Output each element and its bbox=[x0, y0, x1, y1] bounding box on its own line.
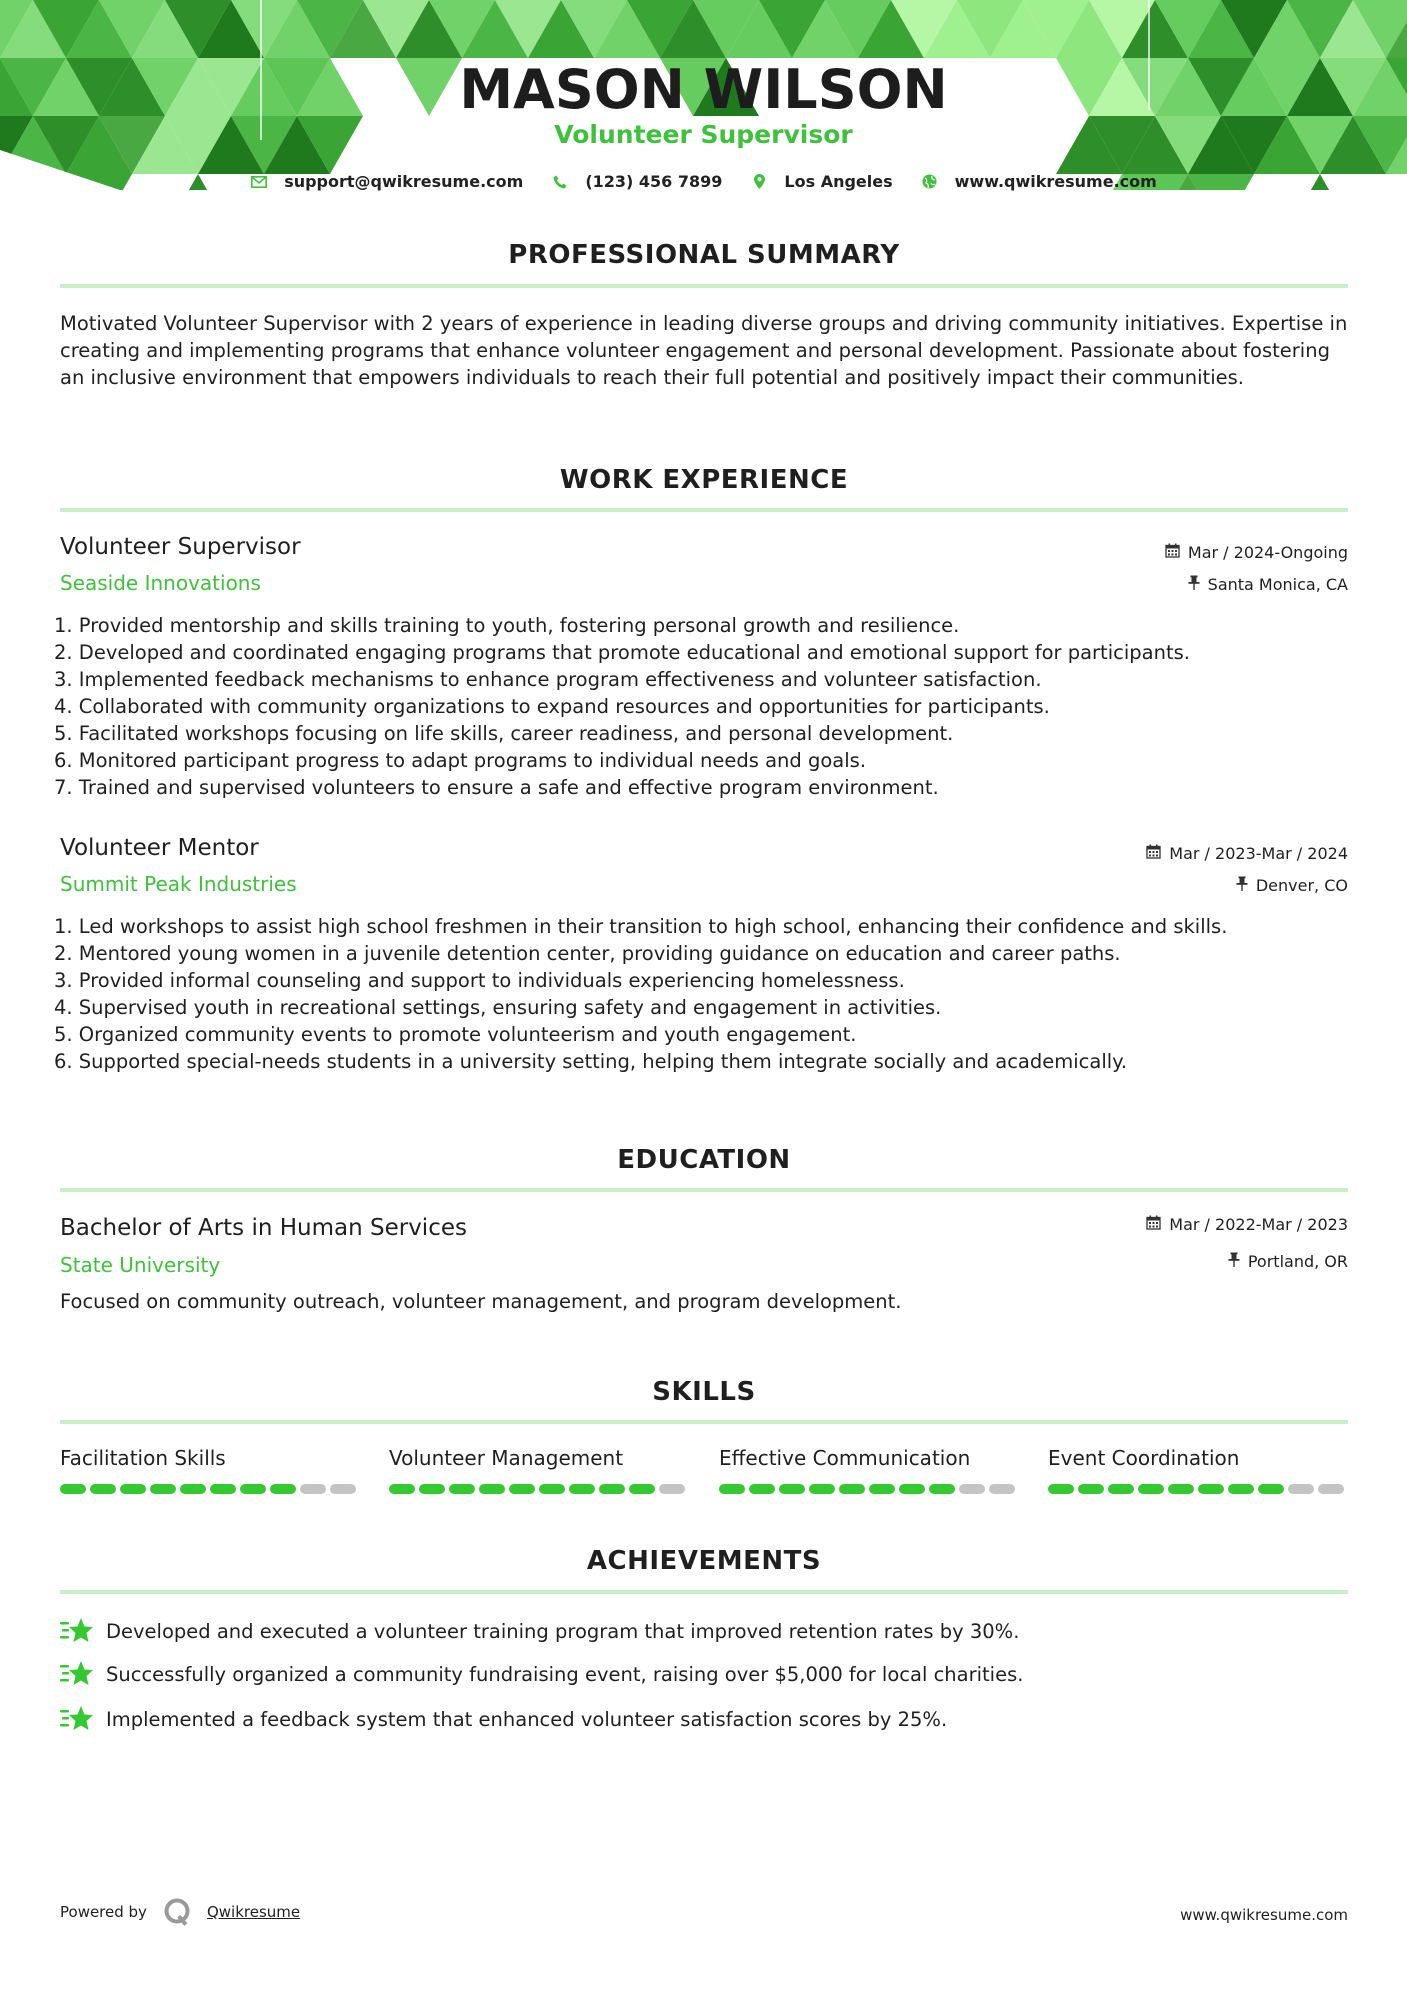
skill-dot-filled bbox=[270, 1484, 296, 1494]
contact-email[interactable] bbox=[250, 172, 523, 191]
job-dates-text: Mar / 2023-Mar / 2024 bbox=[1169, 844, 1348, 863]
skill-label: Effective Communication bbox=[719, 1446, 971, 1470]
job-title: Volunteer Mentor bbox=[60, 835, 259, 861]
pushpin-icon bbox=[1228, 1252, 1240, 1271]
contact-location-text: Los Angeles bbox=[784, 172, 893, 191]
skill-dot-filled bbox=[120, 1484, 146, 1494]
skill-dot-empty bbox=[959, 1484, 985, 1494]
calendar-icon bbox=[1146, 844, 1161, 863]
skill-dot-filled bbox=[479, 1484, 505, 1494]
calendar-icon bbox=[1165, 543, 1180, 562]
footer-website[interactable]: www.qwikresume.com bbox=[1180, 1906, 1348, 1924]
skill-dot-empty bbox=[989, 1484, 1015, 1494]
skills-heading: SKILLS bbox=[652, 1377, 756, 1407]
skill-dot-filled bbox=[839, 1484, 865, 1494]
skill-dot-filled bbox=[1168, 1484, 1194, 1494]
contact-website[interactable] bbox=[921, 172, 1157, 191]
job-bullet: 6. Monitored participant progress to adapt programs to individual needs and goals. bbox=[54, 749, 867, 772]
achievement-item bbox=[60, 1659, 1023, 1689]
skill-dot-filled bbox=[899, 1484, 925, 1494]
job-company: Summit Peak Industries bbox=[60, 872, 297, 896]
skill-dot-filled bbox=[779, 1484, 805, 1494]
contact-phone[interactable] bbox=[551, 172, 722, 191]
skill-dot-empty bbox=[1318, 1484, 1344, 1494]
skill-dot-filled bbox=[719, 1484, 745, 1494]
envelope-icon bbox=[250, 173, 268, 191]
job-bullet: 6. Supported special-needs students in a university setting, helping them integrate socially and academically. bbox=[54, 1050, 1128, 1073]
experience-divider bbox=[60, 508, 1348, 512]
job-bullet: 5. Facilitated workshops focusing on life skills, career readiness, and personal development. bbox=[54, 722, 954, 745]
job-bullet: 1. Led workshops to assist high school freshmen in their transition to high school, enhancing their confidence and skills. bbox=[54, 915, 1228, 938]
summary-divider bbox=[60, 284, 1348, 288]
skill-dot-filled bbox=[749, 1484, 775, 1494]
job-bullet: 1. Provided mentorship and skills training to youth, fostering personal growth and resilience. bbox=[54, 614, 960, 637]
candidate-role: Volunteer Supervisor bbox=[554, 120, 853, 149]
skill-dot-filled bbox=[389, 1484, 415, 1494]
map-pin-icon bbox=[750, 173, 768, 191]
job-bullet: 2. Developed and coordinated engaging programs that promote educational and emotional support for participants. bbox=[54, 641, 1190, 664]
job-bullet: 3. Provided informal counseling and support to individuals experiencing homelessness. bbox=[54, 969, 905, 992]
skill-dot-filled bbox=[210, 1484, 236, 1494]
job-bullet: 4. Supervised youth in recreational settings, ensuring safety and engagement in activities. bbox=[54, 996, 942, 1019]
job-dates-text: Mar / 2024-Ongoing bbox=[1187, 543, 1348, 562]
star-icon bbox=[60, 1704, 94, 1734]
skill-label: Volunteer Management bbox=[389, 1446, 624, 1470]
education-location bbox=[1228, 1252, 1348, 1271]
skill-dot-filled bbox=[1048, 1484, 1074, 1494]
education-dates bbox=[1146, 1215, 1348, 1234]
job-location bbox=[1236, 876, 1348, 895]
star-icon bbox=[60, 1659, 94, 1689]
skill-dot-filled bbox=[509, 1484, 535, 1494]
skill-dot-filled bbox=[569, 1484, 595, 1494]
pushpin-icon bbox=[1188, 575, 1200, 594]
education-heading: EDUCATION bbox=[617, 1145, 791, 1175]
skill-label: Event Coordination bbox=[1048, 1446, 1240, 1470]
powered-by-label: Powered by bbox=[60, 1903, 147, 1921]
skill-dot-filled bbox=[150, 1484, 176, 1494]
contact-email-text: support@qwikresume.com bbox=[284, 172, 524, 191]
candidate-name: MASON WILSON bbox=[459, 58, 948, 121]
job-title: Volunteer Supervisor bbox=[60, 534, 301, 560]
skill-dot-filled bbox=[1198, 1484, 1224, 1494]
contact-website-text: www.qwikresume.com bbox=[954, 172, 1157, 191]
job-dates bbox=[1165, 543, 1348, 562]
skill-dot-empty bbox=[1288, 1484, 1314, 1494]
skill-dot-filled bbox=[1108, 1484, 1134, 1494]
job-bullet: 2. Mentored young women in a juvenile detention center, providing guidance on education and career paths. bbox=[54, 942, 1121, 965]
job-location-text: Santa Monica, CA bbox=[1207, 575, 1348, 594]
skill-dot-filled bbox=[869, 1484, 895, 1494]
skill-item bbox=[389, 1446, 689, 1494]
skill-dot-filled bbox=[629, 1484, 655, 1494]
skill-dot-filled bbox=[599, 1484, 625, 1494]
job-company: Seaside Innovations bbox=[60, 571, 261, 595]
contact-bar bbox=[0, 172, 1407, 191]
skill-dot-filled bbox=[180, 1484, 206, 1494]
skill-dot-filled bbox=[1078, 1484, 1104, 1494]
job-bullet: 5. Organized community events to promote volunteerism and youth engagement. bbox=[54, 1023, 857, 1046]
skill-dot-filled bbox=[60, 1484, 86, 1494]
star-icon bbox=[60, 1616, 94, 1646]
achievement-text: Successfully organized a community fundraising event, raising over $5,000 for local charities. bbox=[106, 1662, 1024, 1686]
globe-icon bbox=[921, 173, 939, 191]
education-school: State University bbox=[60, 1253, 221, 1277]
skill-item bbox=[60, 1446, 360, 1494]
job-location bbox=[1188, 575, 1348, 594]
skill-dot-filled bbox=[929, 1484, 955, 1494]
job-bullet-list bbox=[54, 913, 1354, 1075]
skill-label: Facilitation Skills bbox=[60, 1446, 226, 1470]
job-bullet-list bbox=[54, 612, 1354, 801]
achievement-item bbox=[60, 1704, 947, 1734]
skill-dot-filled bbox=[449, 1484, 475, 1494]
skill-dot-filled bbox=[809, 1484, 835, 1494]
skills-divider bbox=[60, 1420, 1348, 1424]
skill-item bbox=[719, 1446, 1019, 1494]
education-degree: Bachelor of Arts in Human Services bbox=[60, 1215, 467, 1241]
calendar-icon bbox=[1146, 1215, 1161, 1234]
skill-rating bbox=[389, 1484, 689, 1494]
qwikresume-logo-icon bbox=[163, 1897, 193, 1927]
job-bullet: 3. Implemented feedback mechanisms to enhance program effectiveness and volunteer satisfaction. bbox=[54, 668, 1042, 691]
contact-location bbox=[750, 172, 892, 191]
contact-phone-text: (123) 456 7899 bbox=[585, 172, 723, 191]
achievement-text: Implemented a feedback system that enhanced volunteer satisfaction scores by 25%. bbox=[106, 1707, 948, 1731]
skill-dot-filled bbox=[240, 1484, 266, 1494]
achievements-divider bbox=[60, 1590, 1348, 1594]
skill-dot-empty bbox=[300, 1484, 326, 1494]
achievements-heading: ACHIEVEMENTS bbox=[586, 1546, 822, 1576]
skill-dot-empty bbox=[330, 1484, 356, 1494]
pushpin-icon bbox=[1236, 876, 1248, 895]
footer-powered-by bbox=[60, 1897, 300, 1927]
skill-dot-empty bbox=[659, 1484, 685, 1494]
skill-dot-filled bbox=[1258, 1484, 1284, 1494]
skill-dot-filled bbox=[1138, 1484, 1164, 1494]
job-location-text: Denver, CO bbox=[1255, 876, 1348, 895]
phone-icon bbox=[551, 173, 569, 191]
job-bullet: 7. Trained and supervised volunteers to ensure a safe and effective program environment. bbox=[54, 776, 939, 799]
job-bullet: 4. Collaborated with community organizations to expand resources and opportunities for participants. bbox=[54, 695, 1050, 718]
job-dates bbox=[1146, 844, 1348, 863]
skill-dot-filled bbox=[419, 1484, 445, 1494]
summary-text: Motivated Volunteer Supervisor with 2 years of experience in leading diverse groups and driving community initiatives. Expertise in creating and implementing programs that enhance volunteer engagement and personal development. Passionate about fostering an inclusive environment that empowers individuals to reach their full potential and positively impact their communities. bbox=[60, 312, 1348, 389]
skill-dot-filled bbox=[539, 1484, 565, 1494]
experience-heading: WORK EXPERIENCE bbox=[559, 465, 849, 495]
skill-rating bbox=[719, 1484, 1019, 1494]
summary-heading: PROFESSIONAL SUMMARY bbox=[508, 240, 900, 270]
education-divider bbox=[60, 1188, 1348, 1192]
achievement-text: Developed and executed a volunteer training program that improved retention rates by 30%. bbox=[106, 1619, 1020, 1643]
achievement-item bbox=[60, 1616, 1019, 1646]
education-location-text: Portland, OR bbox=[1247, 1252, 1348, 1271]
education-description: Focused on community outreach, volunteer management, and program development. bbox=[60, 1290, 902, 1313]
skill-rating bbox=[60, 1484, 360, 1494]
skill-rating bbox=[1048, 1484, 1348, 1494]
skill-item bbox=[1048, 1446, 1348, 1494]
skill-dot-filled bbox=[1228, 1484, 1254, 1494]
qwikresume-link[interactable]: Qwikresume bbox=[206, 1903, 301, 1921]
education-dates-text: Mar / 2022-Mar / 2023 bbox=[1169, 1215, 1348, 1234]
skill-dot-filled bbox=[90, 1484, 116, 1494]
